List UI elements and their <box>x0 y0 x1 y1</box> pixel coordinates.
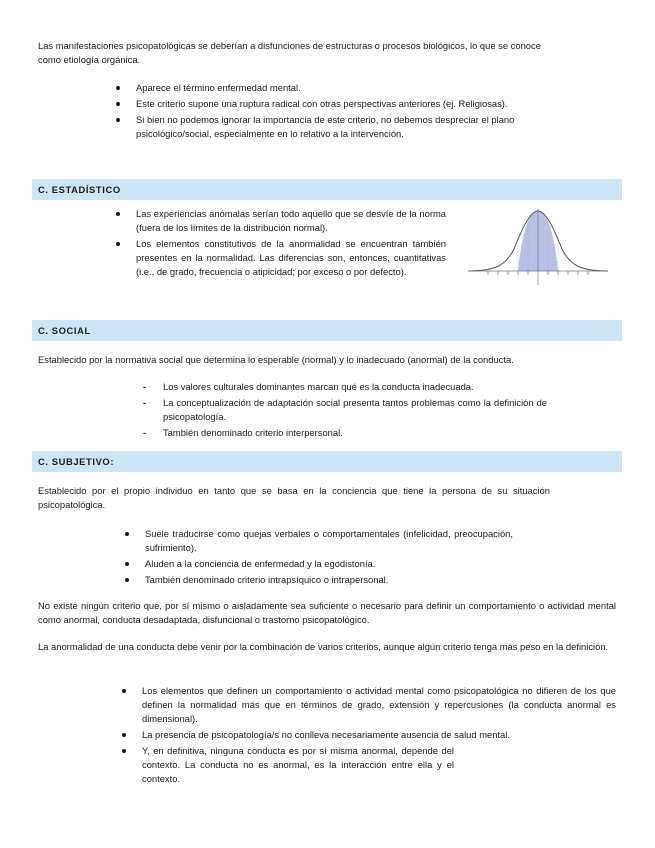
conclusion-paragraph-1: No existe ningún criterio que, por sí mismo o aisladamente sea suficiente o necesario para definir un comportamiento o actividad mental como anormal, conducta desadaptada, disfuncional o trastorno psicopatológico. <box>38 600 616 625</box>
section-heading-estadistico: C. ESTADÍSTICO <box>32 179 622 200</box>
conclusion-paragraph-2: La anormalidad de una conducta debe venir por la combinación de varios criterios, aunque algún criterio tenga más peso en la definición. <box>38 641 609 652</box>
list-item: - La conceptualización de adaptación social presenta tantos problemas como la definición de psicopatología. <box>143 396 547 424</box>
social-dash-list <box>143 380 547 442</box>
subjetivo-bullet-list <box>125 527 513 589</box>
list-item: Y, en definitiva, ninguna conducta es por sí misma anormal, depende del contexto. La conducta no es anormal, es la interacción entre ella y el contexto. <box>122 744 454 786</box>
list-item: También denominado criterio intrapsíquico o intrapersonal. <box>125 573 513 587</box>
section-heading-subjetivo: C. SUBJETIVO: <box>32 451 622 472</box>
list-item: - Los valores culturales dominantes marcan qué es la conducta inadecuada. <box>143 380 547 394</box>
list-item: Los elementos que definen un comportamiento o actividad mental como psicopatológica no difieren de los que definen la normalidad más que en términos de grado, extensión y repercusiones (la conducta anormal es dimensional). <box>122 684 616 726</box>
intro-bullet-list <box>116 81 526 143</box>
list-item: Suele traducirse como quejas verbales o comportamentales (infelicidad, preocupación, sufrimiento). <box>125 527 513 555</box>
intro-paragraph: Las manifestaciones psicopatológicas se deberían a disfunciones de estructuras o procesos biológicos, lo que se conoce como etiología orgánica. <box>38 40 541 65</box>
section-heading-social: C. SOCIAL <box>32 320 622 341</box>
list-item: - También denominado criterio interpersonal. <box>143 426 547 440</box>
list-item: Las experiencias anómalas serían todo aquello que se desvíe de la norma (fuera de los límites de la distribución normal). <box>116 207 446 235</box>
list-item: Los elementos constitutivos de la anormalidad se encuentran también presentes en la normalidad. Las diferencias son, entonces, cuantitativas (i.e., de grado, frecuencia o atipicidad; por exceso o por defecto). <box>116 237 446 279</box>
list-item: Si bien no podemos ignorar la importancia de este criterio, no debemos despreciar el plano psicológico/social, especialmente en lo relativo a la intervención. <box>116 113 526 141</box>
estadistico-bullet-list <box>116 207 446 281</box>
list-item: Aluden a la conciencia de enfermedad y la egodistonía. <box>125 557 513 571</box>
social-paragraph: Establecido por la normativa social que determina lo esperable (normal) y lo inadecuado (anormal) de la conducta. <box>38 354 514 365</box>
normal-distribution-curve-icon <box>466 205 618 287</box>
list-item: Este criterio supone una ruptura radical con otras perspectivas anteriores (ej. Religiosas). <box>116 97 526 111</box>
subjetivo-paragraph: Establecido por el propio individuo en tanto que se basa en la conciencia que tiene la persona de su situación psicopatológica. <box>38 485 550 510</box>
conclusion-bullet-list <box>122 684 616 788</box>
list-item: La presencia de psicopatología/s no conlleva necesariamente ausencia de salud mental. <box>122 728 616 742</box>
list-item: Aparece el término enfermedad mental. <box>116 81 526 95</box>
